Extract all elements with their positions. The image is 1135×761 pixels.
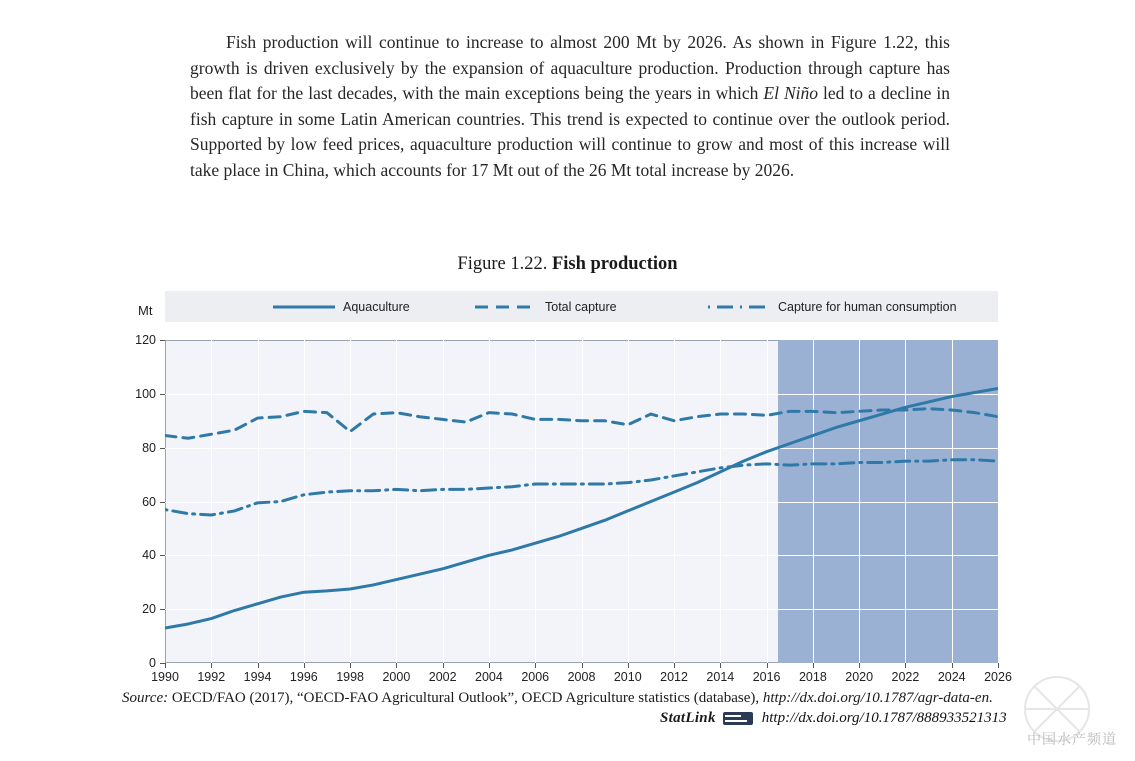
x-axis-tick-label: 2006	[521, 670, 550, 684]
y-axis-tick-label: 80	[142, 440, 156, 455]
x-axis-tick-mark	[489, 663, 490, 668]
legend-swatch-dashed	[475, 300, 537, 314]
x-axis-tick-label: 1996	[289, 670, 318, 684]
y-axis-tick-label: 0	[149, 656, 156, 670]
legend-swatch-solid	[273, 300, 335, 314]
x-axis-tick-mark	[998, 663, 999, 668]
y-axis-tick-label: 20	[142, 602, 156, 617]
series-line-total-capture	[165, 409, 998, 439]
x-axis-tick-label: 2016	[752, 670, 781, 684]
paragraph-part-1: Fish production will continue to increase to almost 200 Mt by 2026. As shown in Figure 1.22, this growth is driven exclusively by the expansion of aquaculture production. Production through capture has been flat for the last decades, with the main exceptions being the years in which	[190, 32, 950, 103]
y-axis-tick-mark	[160, 394, 165, 395]
chart-legend	[165, 291, 998, 322]
x-axis-tick-mark	[628, 663, 629, 668]
y-axis-tick-mark	[160, 448, 165, 449]
source-url[interactable]: http://dx.doi.org/10.1787/agr-data-en.	[762, 690, 993, 706]
x-axis-tick-mark	[304, 663, 305, 668]
x-axis-tick-label: 1994	[243, 670, 272, 684]
x-axis-tick-mark	[258, 663, 259, 668]
x-axis-tick-label: 2018	[798, 670, 827, 684]
x-axis-tick-mark	[952, 663, 953, 668]
x-axis-tick-mark	[674, 663, 675, 668]
statlink-barcode-icon	[723, 712, 753, 725]
y-axis-tick-label: 100	[135, 386, 156, 401]
x-axis-tick-label: 2014	[706, 670, 735, 684]
x-axis-tick-mark	[396, 663, 397, 668]
source-label: Source:	[122, 690, 169, 706]
statlink-label: StatLink	[660, 710, 716, 726]
legend-swatch-dashdot	[708, 300, 770, 314]
x-axis-tick-label: 2000	[382, 670, 411, 684]
series-line-aquaculture	[165, 388, 998, 628]
x-axis-tick-label: 2012	[660, 670, 688, 684]
series-lines	[165, 340, 998, 663]
x-axis-tick-label: 2010	[613, 670, 642, 684]
y-axis-unit-label: Mt	[138, 303, 153, 318]
x-axis-tick-label: 2022	[891, 670, 920, 684]
y-axis-tick-label: 40	[142, 548, 156, 563]
figure-number: Figure 1.22.	[457, 254, 548, 274]
statlink-url[interactable]: http://dx.doi.org/10.1787/888933521313	[761, 710, 1007, 726]
figure-title	[0, 254, 1135, 275]
paragraph-part-2: led to a decline in fish capture in some Latin American countries. This trend is expected to continue over the outlook period. Supported by low feed prices, aquaculture production will continue to grow and most of this increase will take place in China, which accounts for 17 Mt out of the 26 Mt total increase by 2026.	[190, 83, 950, 180]
legend-item-capture-human-consumption	[708, 291, 957, 322]
x-axis-tick-label: 1992	[197, 670, 226, 684]
x-axis-tick-label: 2024	[937, 670, 966, 684]
x-axis-tick-label: 2020	[845, 670, 874, 684]
source-line	[122, 690, 993, 707]
x-axis-tick-mark	[582, 663, 583, 668]
body-paragraph	[190, 30, 950, 183]
x-axis-tick-label: 2008	[567, 670, 596, 684]
x-axis-tick-mark	[165, 663, 166, 668]
x-axis-tick-label: 2004	[475, 670, 503, 684]
watermark-text: 中国水产频道	[1027, 731, 1117, 747]
x-axis-tick-mark	[211, 663, 212, 668]
y-axis-tick-mark	[160, 502, 165, 503]
chart-plot-area	[135, 333, 1012, 684]
x-axis-tick-mark	[767, 663, 768, 668]
x-axis-tick-mark	[720, 663, 721, 668]
x-axis-tick-mark	[905, 663, 906, 668]
x-axis-tick-mark	[350, 663, 351, 668]
y-axis-tick-mark	[160, 609, 165, 610]
figure-name: Fish production	[551, 254, 678, 274]
legend-label-total-capture: Total capture	[545, 299, 617, 314]
legend-label-aquaculture: Aquaculture	[343, 299, 410, 314]
y-axis-tick-mark	[160, 555, 165, 556]
paragraph-italic-term: El Niño	[763, 83, 818, 103]
source-text: OECD/FAO (2017), “OECD-FAO Agricultural Outlook”, OECD Agriculture statistics (database),	[168, 690, 763, 706]
x-axis-tick-mark	[535, 663, 536, 668]
x-axis-tick-label: 1998	[336, 670, 365, 684]
x-axis-tick-mark	[443, 663, 444, 668]
series-line-capture-for-human-consumption	[165, 460, 998, 515]
x-axis-tick-label: 2002	[428, 670, 457, 684]
legend-label-capture-human-consumption: Capture for human consumption	[778, 299, 957, 314]
y-axis-tick-mark	[160, 340, 165, 341]
y-axis-tick-label: 120	[135, 333, 156, 347]
x-axis-tick-label: 2026	[984, 670, 1012, 684]
legend-item-aquaculture	[273, 291, 410, 322]
x-axis-tick-label: 1990	[151, 670, 179, 684]
y-axis-tick-label: 60	[142, 494, 156, 509]
x-axis-tick-mark	[859, 663, 860, 668]
x-axis-tick-mark	[813, 663, 814, 668]
legend-item-total-capture	[475, 291, 617, 322]
